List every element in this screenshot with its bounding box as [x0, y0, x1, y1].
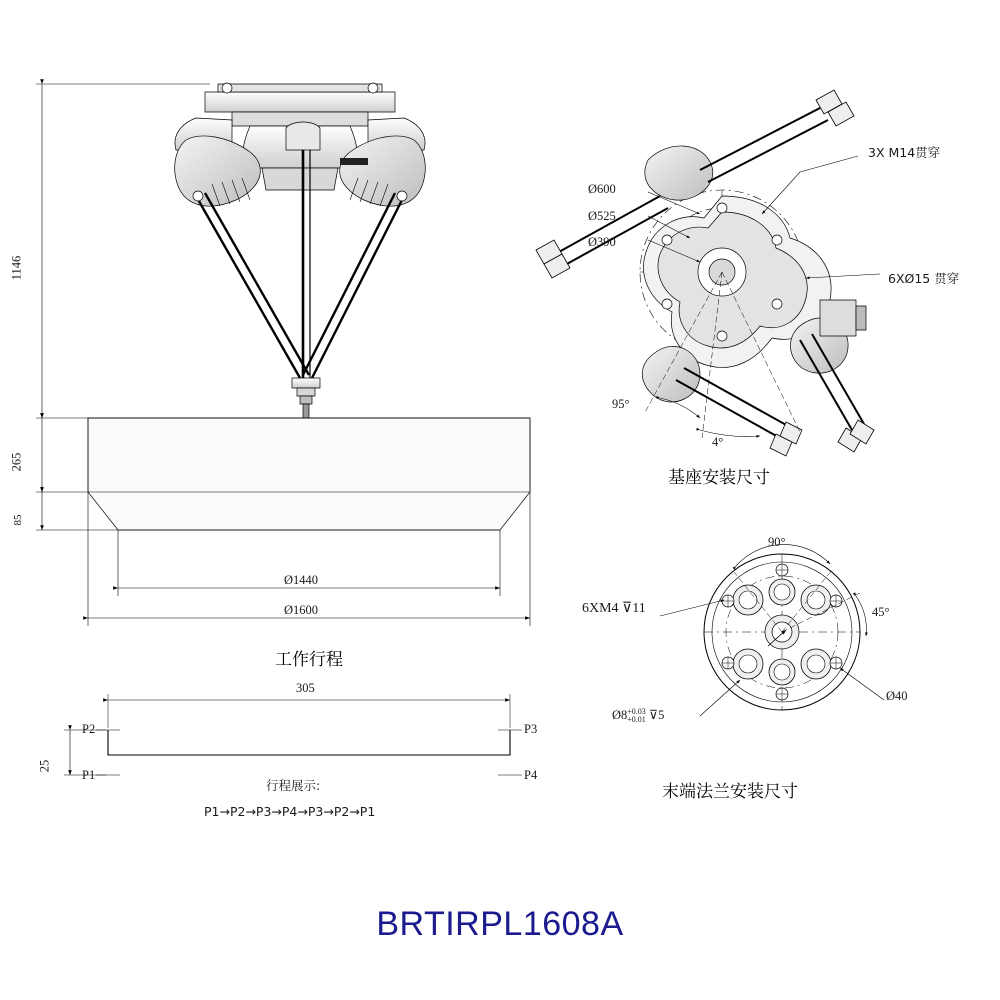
stroke-demo-title: 行程展示:	[266, 778, 321, 793]
note-6x-d15: 6XØ15 贯穿	[888, 271, 960, 286]
front-view-robot	[175, 83, 426, 418]
note-3x-m14: 3X M14贯穿	[868, 145, 941, 160]
circle-label-390: Ø390	[588, 235, 616, 249]
dim-label-1600: Ø1600	[284, 603, 319, 617]
end-flange-view	[660, 544, 884, 716]
base-mounting-view	[536, 90, 880, 456]
point-label-p4: P4	[524, 768, 538, 782]
caption-work-stroke: 工作行程	[275, 650, 343, 670]
point-label-p1: P1	[82, 768, 96, 782]
angle-label-95: 95°	[612, 397, 630, 411]
angle-label-90: 90°	[768, 535, 786, 549]
note-6xm4: 6XM4 ⊽11	[582, 601, 646, 616]
angle-label-4: 4°	[712, 435, 724, 449]
stroke-profile	[64, 694, 522, 775]
caption-base-mounting: 基座安装尺寸	[668, 468, 770, 488]
angle-label-45: 45°	[872, 605, 890, 619]
dim-265	[36, 418, 88, 492]
dim-label-305: 305	[296, 681, 315, 695]
circle-label-525: Ø525	[588, 209, 616, 223]
work-envelope	[88, 418, 530, 530]
point-label-p3: P3	[524, 722, 538, 736]
dim-label-1146: 1146	[9, 255, 24, 281]
stroke-demo-path: P1→P2→P3→P4→P3→P2→P1	[204, 804, 376, 819]
point-label-p2: P2	[82, 722, 96, 736]
note-bore-tolerance: Ø8+0.03 +0.01 ⊽5	[612, 707, 665, 725]
dim-label-1440: Ø1440	[284, 573, 319, 587]
note-outer-dia: Ø40	[886, 689, 908, 703]
model-title: BRTIRPL1608A	[376, 905, 624, 943]
dim-label-265: 265	[9, 452, 24, 472]
dim-label-25: 25	[37, 759, 52, 773]
caption-end-flange: 末端法兰安装尺寸	[662, 782, 798, 802]
circle-label-600: Ø600	[588, 182, 616, 196]
dim-label-85: 85	[11, 514, 24, 526]
